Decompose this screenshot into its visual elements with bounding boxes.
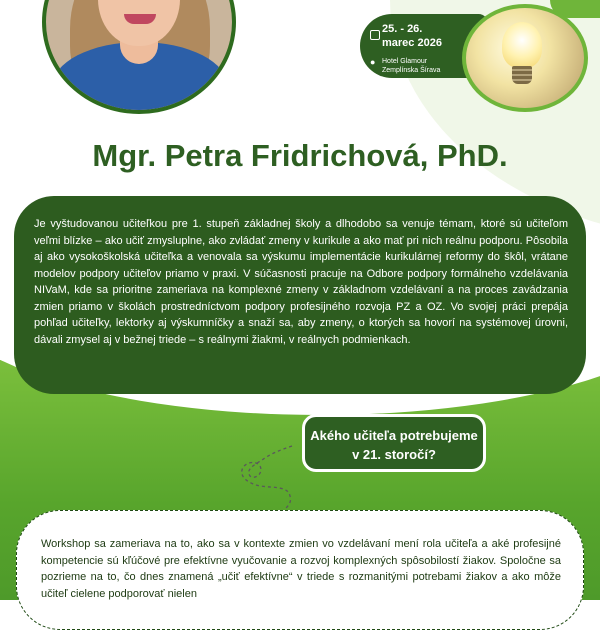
event-venue-line2: Zemplínska Šírava bbox=[382, 67, 441, 74]
workshop-text: Workshop sa zameriava na to, ako sa v kontexte zmien vo vzdelávaní mení rola učiteľa a aké profesijné kompetencie sú kľúčové pre efektívne vyučovanie a rozvoj komplexných spôsobilostí žiakov. Spoločne sa pozrieme na to, čo dnes znamená „učiť efektívne“ v triede s rozmanitými potrebami žiakov a ako môže učiteľ cielene podporovať nielen bbox=[41, 538, 561, 600]
question-line1: Akého učiteľa potrebujeme bbox=[310, 428, 478, 443]
location-pin-icon: ● bbox=[370, 57, 376, 67]
question-line2: v 21. storočí? bbox=[352, 447, 436, 462]
lightbulb-image bbox=[462, 4, 588, 112]
question-box bbox=[302, 414, 486, 472]
speaker-photo bbox=[42, 0, 236, 114]
speaker-bio-text: Je vyštudovanou učiteľkou pre 1. stupeň základnej školy a dlhodobo sa venuje témam, ktoré sú učiteľom veľmi blízke – ako učiť zmysluplne, ako zvládať zmeny v kurikule a ako mať pri nich reálnu podporu. Pôsobila aj ako vysokoškolská učiteľka a venovala sa výskumu implementácie kurikulárnej reformy do škôl, vrátane modelov podpory učiteľov priamo v praxi. V súčasnosti pracuje na Odbore podpory formálneho vzdelávania NIVaM, kde sa prioritne zameriava na komplexné zmeny v základnom vzdelávaní a na proces zavádzania zmien priamo v školách prostredníctvom podpory profesijného rozvoja PZ a OZ. Vo svojej práci prepája pohľad učiteľky, lektorky aj výskumníčky a snaží sa, aby zmeny, o ktorých sa hovorí na systémovej úrovni, dávali zmysel aj v bežnej triede – s reálnymi žiakmi, v reálnych podmienkach. bbox=[34, 218, 568, 346]
event-venue-line1: Hotel Glamour bbox=[382, 58, 428, 65]
event-date-line1: 25. - 26. bbox=[382, 23, 423, 35]
workshop-description-box bbox=[16, 510, 584, 630]
event-date-line2: marec 2026 bbox=[382, 37, 442, 49]
calendar-icon bbox=[370, 30, 380, 40]
speaker-bio-box bbox=[14, 196, 586, 394]
speaker-name: Mgr. Petra Fridrichová, PhD. bbox=[92, 138, 508, 173]
